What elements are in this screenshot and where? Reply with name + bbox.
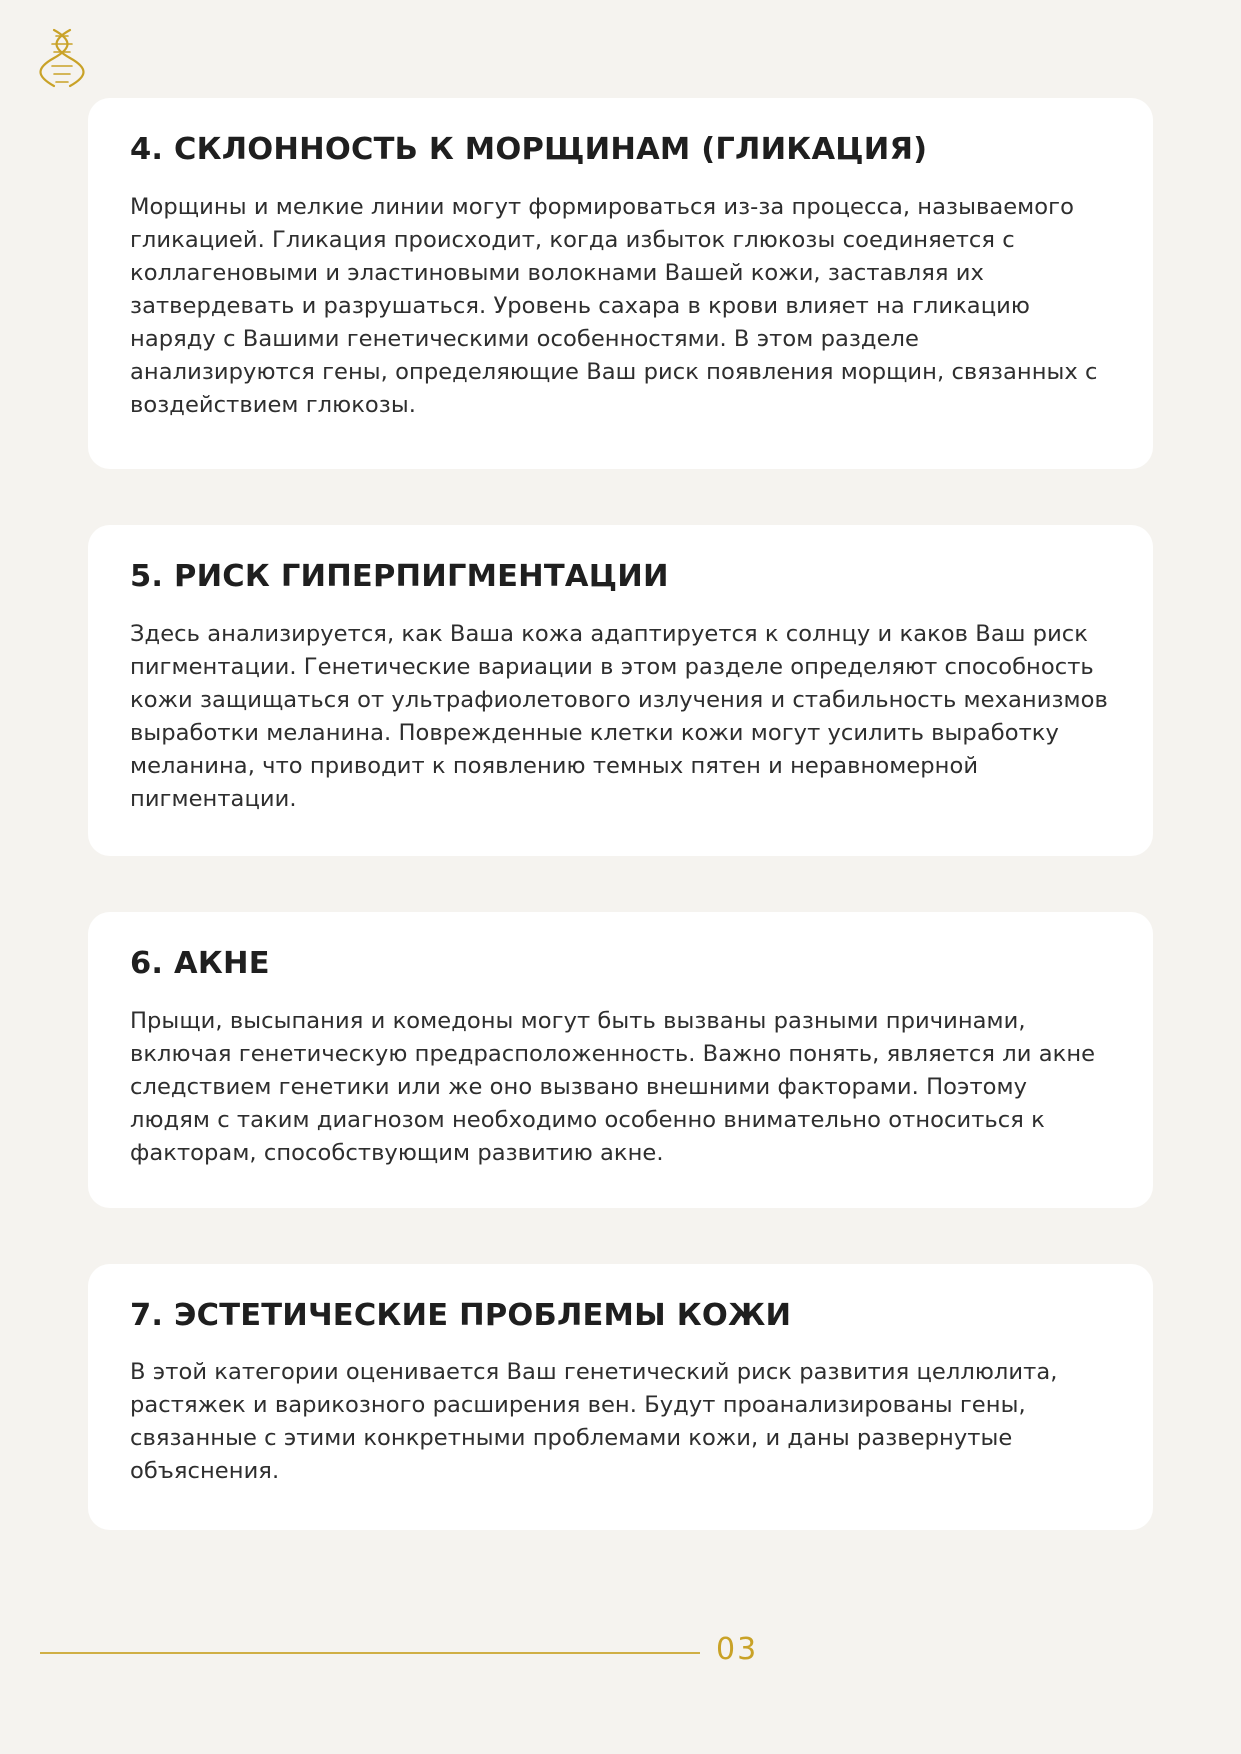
section-card-aesthetic-skin-problems [88, 1264, 1153, 1531]
footer-divider [40, 1652, 700, 1654]
section-card-list [88, 98, 1153, 1586]
dna-helix-icon [38, 26, 86, 90]
section-body: Прыщи, высыпания и комедоны могут быть вызваны разными причинами, включая генетическую предрасположенность. Важно понять, является ли акне следствием генетики или же оно вызвано внешними факторами. Поэтому людям с таким диагнозом необходимо особенно внимательно относиться к факторам, способствующим развитию акне. [130, 1007, 1096, 1166]
section-card-glycation [88, 98, 1153, 469]
section-body: Морщины и мелкие линии могут формироваться из-за процесса, называемого гликацией. Гликация происходит, когда избыток глюкозы соединяется с коллагеновыми и эластиновыми волокнами Вашей кожи, заставляя их затвердевать и разрушаться. Уровень сахара в крови влияет на гликацию наряду с Вашими генетическими особенностями. В этом разделе анализируются гены, определяющие Ваш риск появления морщин, связанных с воздействием глюкозы. [130, 193, 1098, 418]
section-body: Здесь анализируется, как Ваша кожа адаптируется к солнцу и каков Ваш риск пигментации. Генетические вариации в этом разделе определяют способность кожи защищаться от ультрафиолетового излучения и стабильность механизмов выработки меланина. Поврежденные клетки кожи могут усилить выработку меланина, что приводит к появлению темных пятен и неравномерной пигментации. [130, 621, 1108, 812]
section-card-hyperpigmentation [88, 525, 1153, 856]
page-footer [0, 1632, 1241, 1672]
page-number: 03 [716, 1632, 759, 1667]
section-title: 4. СКЛОННОСТЬ К МОРЩИНАМ (ГЛИКАЦИЯ) [130, 132, 928, 167]
section-title: 6. АКНЕ [130, 945, 270, 981]
section-title: 5. РИСК ГИПЕРПИГМЕНТАЦИИ [130, 559, 669, 595]
section-card-acne [88, 912, 1153, 1208]
section-title: 7. ЭСТЕТИЧЕСКИЕ ПРОБЛЕМЫ КОЖИ [130, 1297, 792, 1333]
section-body: В этой категории оценивается Ваш генетический риск развития целлюлита, растяжек и варикозного расширения вен. Будут проанализированы гены, связанные с этими конкретными проблемами кожи, и даны развернутые объяснения. [130, 1359, 1058, 1485]
